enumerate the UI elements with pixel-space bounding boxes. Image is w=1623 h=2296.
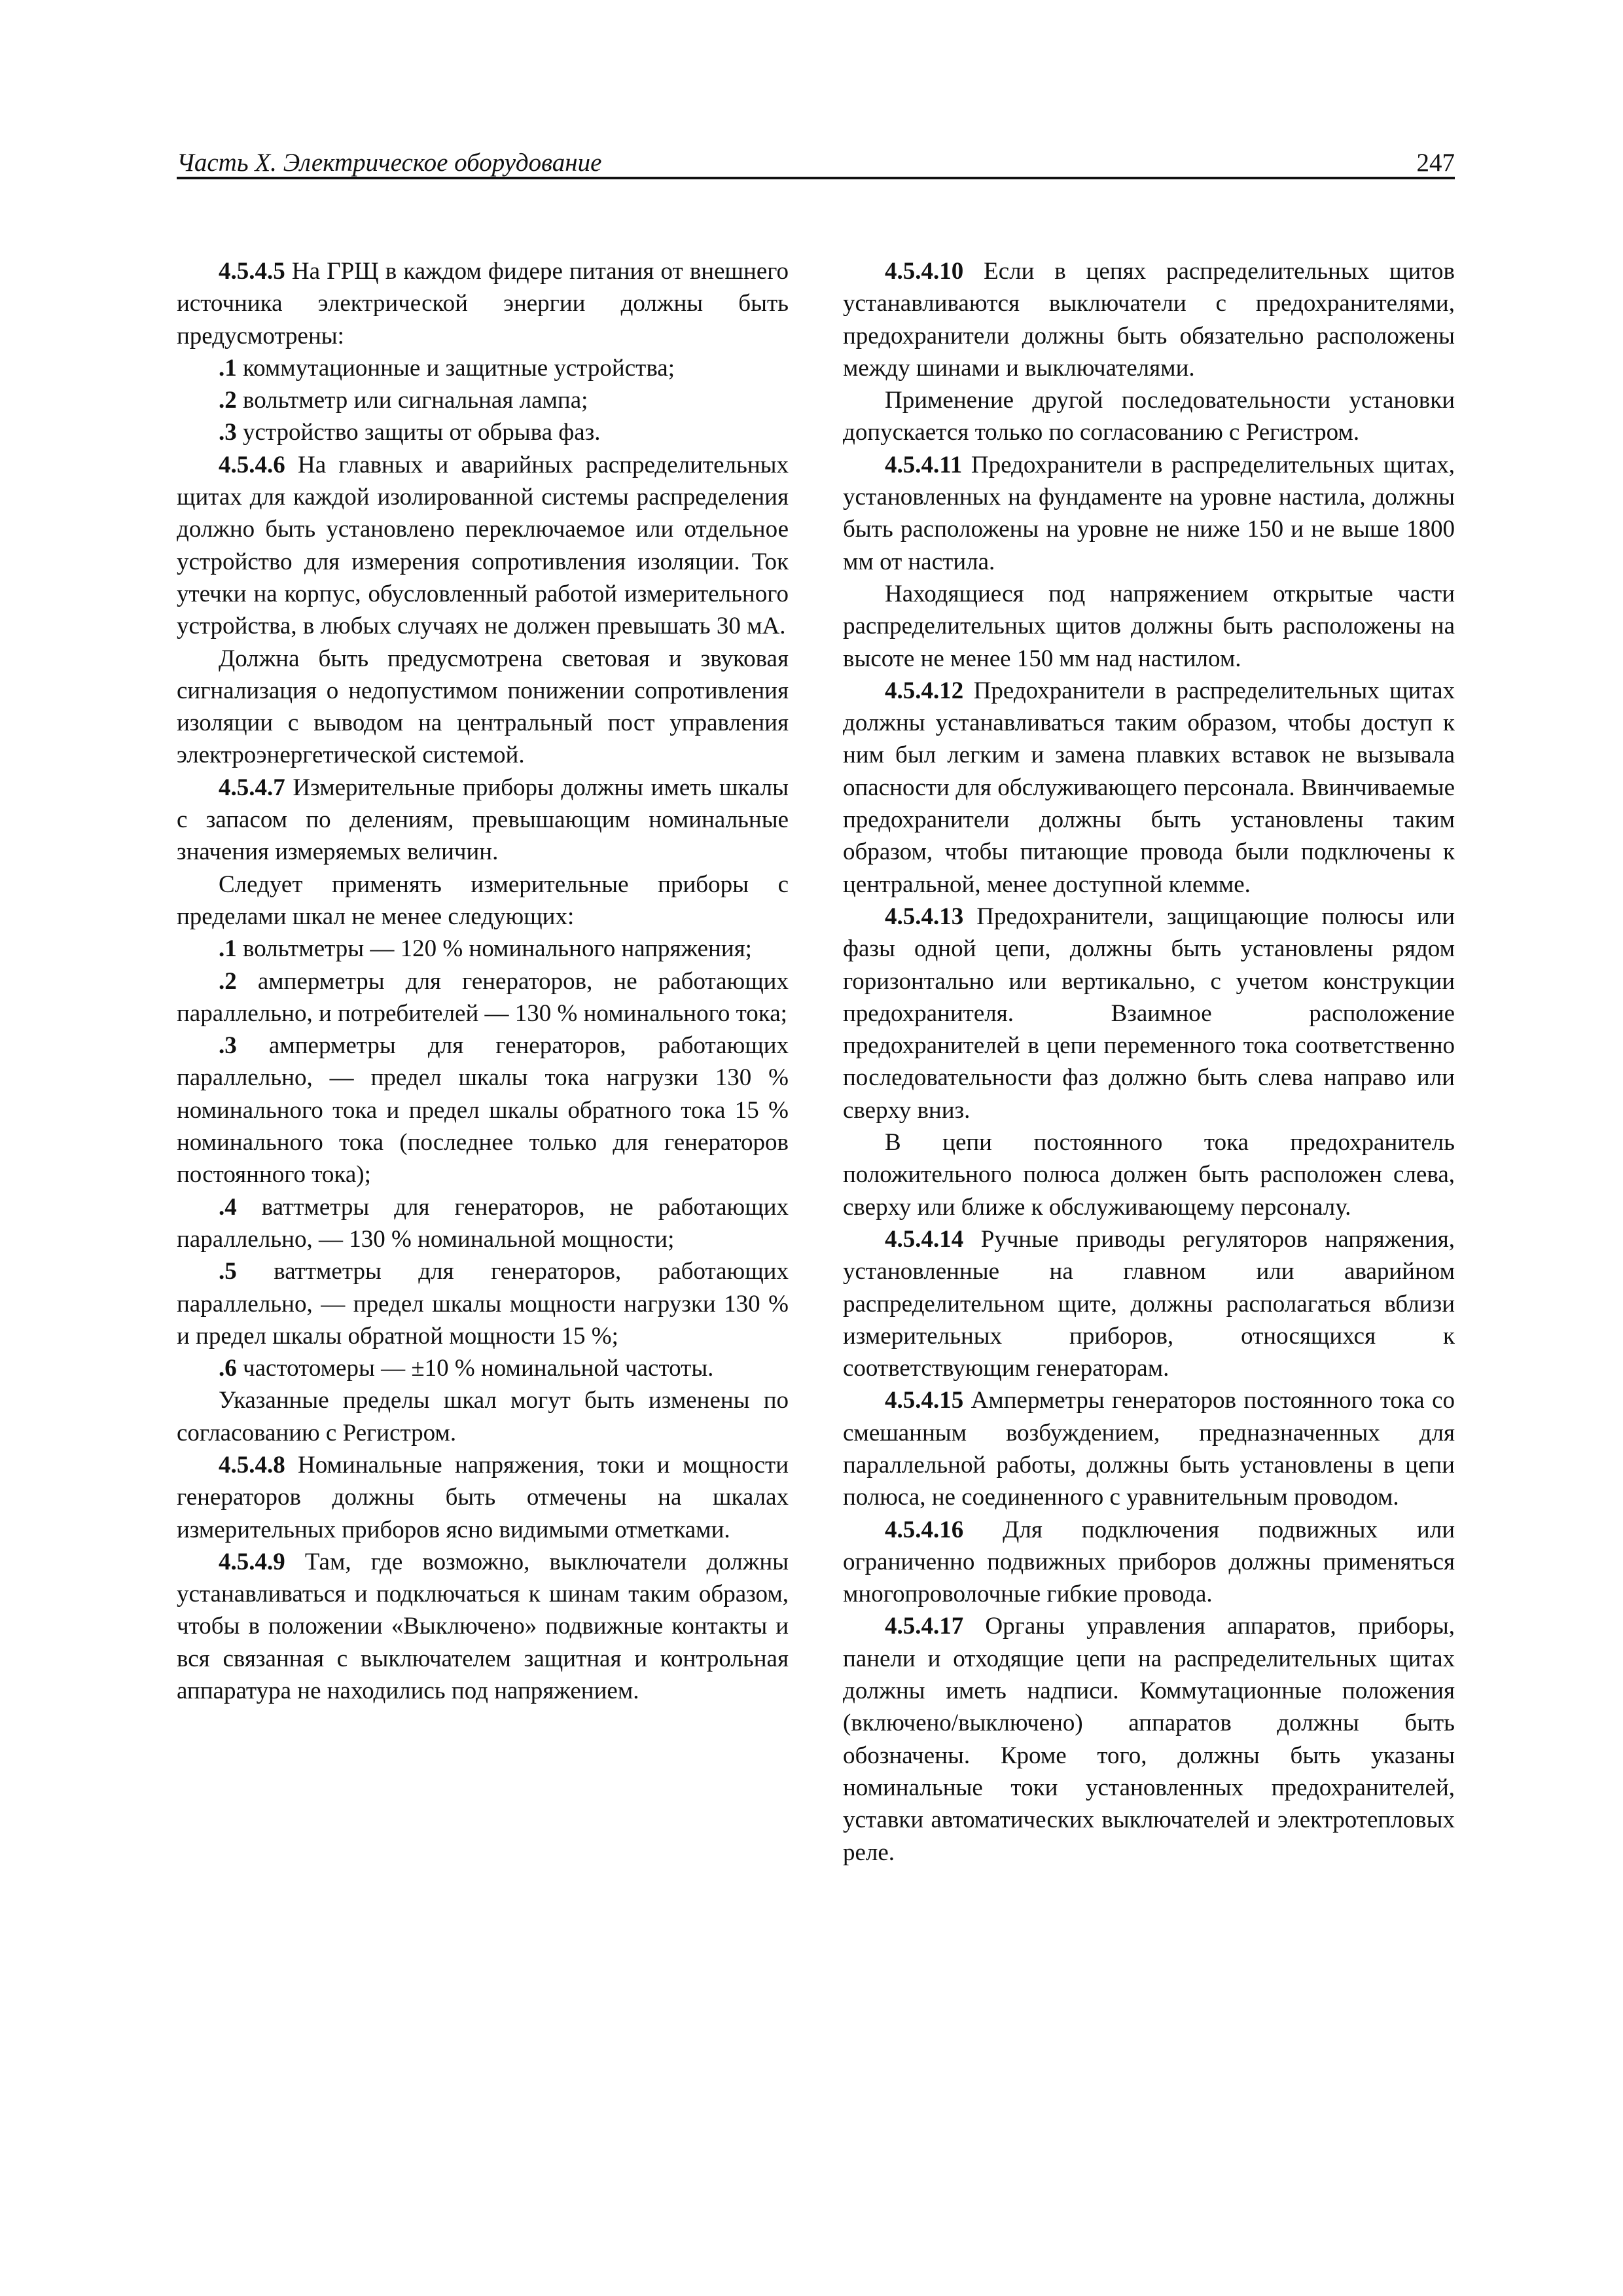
paragraph <box>177 643 789 772</box>
paragraph <box>843 384 1455 449</box>
paragraph-number: 4.5.4.8 <box>219 1451 285 1479</box>
paragraph-text: Указанные пределы шкал могут быть изменены по согласованию с Регистром. <box>177 1387 789 1446</box>
paragraph-text: частотомеры — ±10 % номинальной частоты. <box>236 1355 714 1382</box>
paragraph-number: 4.5.4.6 <box>219 451 285 478</box>
paragraph-text: Ручные приводы регуляторов напряжения, установленные на главном или аварийном распределительном щите, должны располагаться вблизи измерительных приборов, относящихся к соответствующим генераторам. <box>843 1225 1455 1382</box>
paragraph-number: 4.5.4.16 <box>885 1516 964 1543</box>
paragraph-text: устройство защиты от обрыва фаз. <box>236 419 601 446</box>
paragraph-number: .3 <box>219 1032 237 1060</box>
page-header <box>177 147 1455 179</box>
paragraph <box>177 1384 789 1449</box>
paragraph-number: 4.5.4.14 <box>885 1225 964 1253</box>
paragraph-text: Предохранители в распределительных щитах, установленных на фундаменте на уровне настила, должны быть расположены на уровне не ниже 150 и не выше 1800 мм от настила. <box>843 451 1455 575</box>
page-number: 247 <box>1416 149 1455 177</box>
paragraph-text: Должна быть предусмотрена световая и звуковая сигнализация о недопустимом понижении сопротивления изоляции с выводом на центральный пост управления электроэнергетической системой. <box>177 645 789 769</box>
paragraph-number: 4.5.4.15 <box>885 1387 964 1414</box>
left-column <box>177 255 789 1707</box>
paragraph <box>843 675 1455 901</box>
paragraph-number: 4.5.4.9 <box>219 1548 285 1575</box>
paragraph <box>843 1610 1455 1868</box>
paragraph <box>177 416 789 448</box>
paragraph <box>843 578 1455 675</box>
paragraph-number: .1 <box>219 935 237 963</box>
paragraph-number: 4.5.4.10 <box>885 258 964 285</box>
paragraph <box>177 449 789 643</box>
paragraph-text: коммутационные и защитные устройства; <box>236 354 675 382</box>
paragraph-text: На главных и аварийных распределительных щитах для каждой изолированной системы распределения должно быть установлено переключаемое или отдельное устройство для измерения сопротивления изоляции. Ток утечки на корпус, обусловленный работой измерительного устройства, в любых случаях не должен превышать 30 мА. <box>177 451 789 640</box>
paragraph-text: Амперметры генераторов постоянного тока со смешанным возбуждением, предназначенных для параллельной работы, должны быть установлены в цепи полюса, не соединенного с уравнительным проводом. <box>843 1387 1455 1511</box>
paragraph <box>843 255 1455 384</box>
paragraph-text: Для подключения подвижных или ограниченно подвижных приборов должны применяться многопроволочные гибкие провода. <box>843 1516 1455 1608</box>
paragraph-text: амперметры для генераторов, не работающих параллельно, и потребителей — 130 % номинального тока; <box>177 967 789 1027</box>
paragraph-number: 4.5.4.7 <box>219 774 285 801</box>
paragraph-number: 4.5.4.17 <box>885 1613 964 1640</box>
paragraph-number: 4.5.4.5 <box>219 258 285 285</box>
paragraph <box>843 1126 1455 1223</box>
paragraph-number: .2 <box>219 387 237 414</box>
paragraph <box>177 384 789 416</box>
paragraph-text: Органы управления аппаратов, приборы, панели и отходящие цепи на распределительных щитах должны иметь надписи. Коммутационные положения (включено/выключено) аппаратов должны быть обозначены. Кроме того, должны быть указаны номинальные токи установленных предохранителей, уставки автоматических выключателей и электротепловых реле. <box>843 1613 1455 1866</box>
paragraph-number: 4.5.4.11 <box>885 451 963 478</box>
paragraph-number: .1 <box>219 354 237 382</box>
paragraph-text: ваттметры для генераторов, работающих параллельно, — предел шкалы мощности нагрузки 130 % и предел шкалы обратной мощности 15 %; <box>177 1258 789 1350</box>
paragraph-text: Если в цепях распределительных щитов устанавливаются выключатели с предохранителями, предохранители должны быть обязательно расположены между шинами и выключателями. <box>843 258 1455 382</box>
paragraph-number: .6 <box>219 1355 237 1382</box>
paragraph-text: вольтметр или сигнальная лампа; <box>236 387 588 414</box>
right-column <box>843 255 1455 1869</box>
paragraph-number: .5 <box>219 1258 237 1285</box>
paragraph <box>177 352 789 384</box>
paragraph <box>177 1449 789 1546</box>
paragraph-text: Находящиеся под напряжением открытые части распределительных щитов должны быть расположены на высоте не менее 150 мм над настилом. <box>843 580 1455 672</box>
header-rule <box>177 177 1455 179</box>
paragraph-text: Предохранители, защищающие полюсы или фазы одной цепи, должны быть установлены рядом горизонтально или вертикально, с учетом конструкции предохранителя. Взаимное расположение предохранителей в цепи переменного тока соответственно последовательности фаз должно быть слева направо или сверху вниз. <box>843 903 1455 1124</box>
paragraph-number: .2 <box>219 967 237 995</box>
paragraph-text: ваттметры для генераторов, не работающих параллельно, — 130 % номинальной мощности; <box>177 1193 789 1253</box>
paragraph <box>177 772 789 869</box>
paragraph <box>177 965 789 1030</box>
paragraph-number: 4.5.4.12 <box>885 677 964 704</box>
paragraph-text: На ГРЩ в каждом фидере питания от внешнего источника электрической энергии должны быть предусмотрены: <box>177 258 789 350</box>
paragraph <box>843 449 1455 578</box>
paragraph-text: Измерительные приборы должны иметь шкалы с запасом по делениям, превышающим номинальные значения измеряемых величин. <box>177 774 789 866</box>
paragraph-text: В цепи постоянного тока предохранитель положительного полюса должен быть расположен слева, сверху или ближе к обслуживающему персоналу. <box>843 1129 1455 1221</box>
paragraph <box>843 901 1455 1126</box>
paragraph <box>177 255 789 352</box>
paragraph <box>843 1384 1455 1513</box>
paragraph-text: Следует применять измерительные приборы с пределами шкал не менее следующих: <box>177 870 789 930</box>
paragraph-number: 4.5.4.13 <box>885 903 964 930</box>
paragraph <box>177 1191 789 1256</box>
paragraph-text: Предохранители в распределительных щитах должны устанавливаться таким образом, чтобы доступ к ним был легким и замена плавких вставок не вызывала опасности для обслуживающего персонала. Ввинчиваемые предохранители должны быть установлены таким образом, чтобы питающие провода были подключены к центральной, менее доступной клемме. <box>843 677 1455 898</box>
paragraph <box>177 1352 789 1384</box>
paragraph <box>177 1030 789 1191</box>
running-title: Часть X. Электрическое оборудование <box>177 149 602 177</box>
paragraph <box>177 933 789 965</box>
paragraph-number: .3 <box>219 419 237 446</box>
paragraph-text: амперметры для генераторов, работающих параллельно, — предел шкалы тока нагрузки 130 % номинального тока и предел шкалы обратного тока 15 % номинального тока (последнее только для генераторов постоянного тока); <box>177 1032 789 1189</box>
paragraph <box>843 1514 1455 1611</box>
paragraph <box>177 869 789 933</box>
paragraph-text: Номинальные напряжения, токи и мощности генераторов должны быть отмечены на шкалах измерительных приборов ясно видимыми отметками. <box>177 1451 789 1543</box>
paragraph <box>177 1255 789 1352</box>
paragraph-text: вольтметры — 120 % номинального напряжения; <box>236 935 752 963</box>
paragraph-number: .4 <box>219 1193 237 1221</box>
paragraph <box>177 1546 789 1707</box>
paragraph-text: Там, где возможно, выключатели должны устанавливаться и подключаться к шинам таким образом, чтобы в положении «Выключено» подвижные контакты и вся связанная с выключателем защитная и контрольная аппаратура не находились под напряжением. <box>177 1548 789 1705</box>
paragraph <box>843 1223 1455 1384</box>
paragraph-text: Применение другой последовательности установки допускается только по согласованию с Регистром. <box>843 387 1455 446</box>
